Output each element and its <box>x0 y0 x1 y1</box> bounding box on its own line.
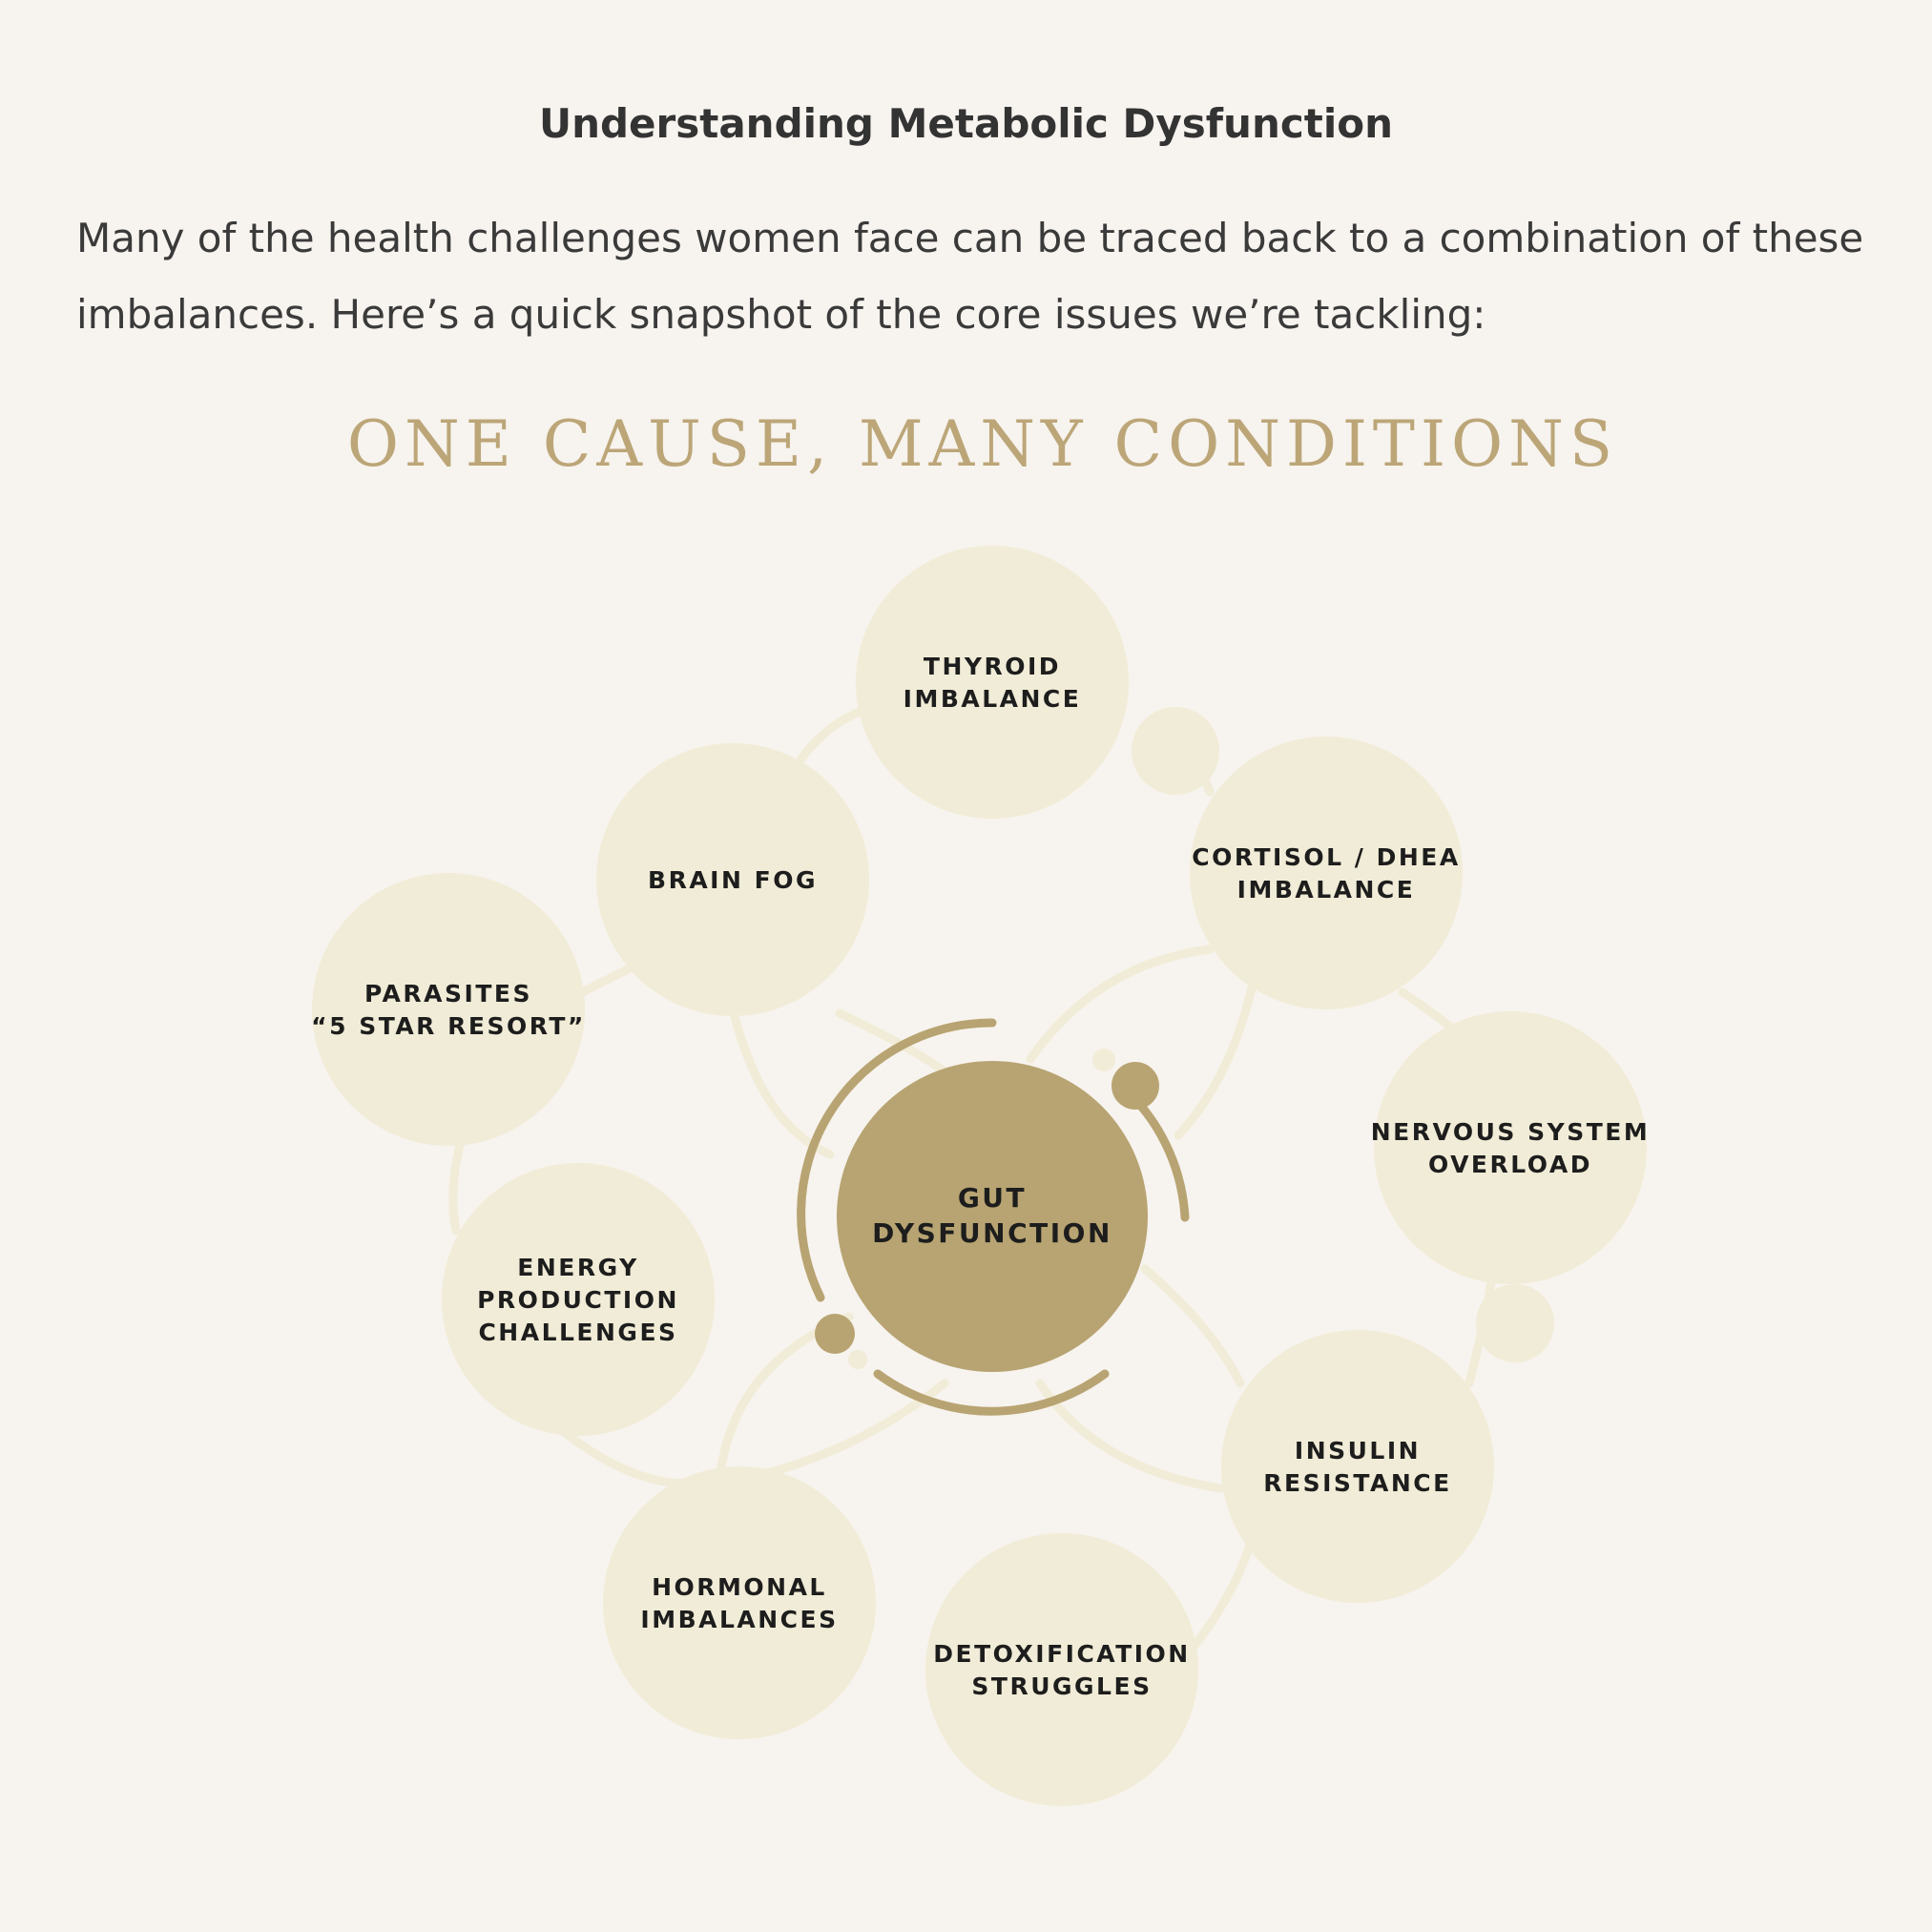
center-label-line-2: DYSFUNCTION <box>872 1217 1112 1249</box>
node-hormonal <box>603 1466 876 1739</box>
connector-line <box>1145 1269 1240 1383</box>
node-circle <box>603 1466 876 1739</box>
section-heading: Understanding Metabolic Dysfunction <box>538 100 1393 147</box>
node-energy <box>442 1163 715 1436</box>
center-label-line-1: GUT <box>957 1182 1028 1214</box>
node-label: RESISTANCE <box>1263 1469 1452 1497</box>
node-brainfog <box>596 743 869 1016</box>
node-detox <box>925 1533 1198 1806</box>
node-insulin <box>1221 1330 1494 1603</box>
node-label: CORTISOL / DHEA <box>1192 843 1461 871</box>
node-label: BRAIN FOG <box>648 866 818 894</box>
center-circle <box>837 1061 1148 1372</box>
node-label: IMBALANCE <box>1236 876 1416 904</box>
connector-line <box>563 1431 687 1484</box>
node-label: PARASITES <box>364 980 532 1008</box>
node-label: IMBALANCE <box>903 685 1082 713</box>
node-circle <box>312 873 585 1146</box>
node-label: NERVOUS SYSTEM <box>1370 1118 1651 1146</box>
decorative-dot <box>1132 707 1219 795</box>
orbit-dot-large-left <box>815 1314 855 1354</box>
orbit-dot-small-right <box>1092 1049 1115 1071</box>
connector-line <box>453 1145 460 1231</box>
connector-line <box>1030 949 1210 1059</box>
node-label: IMBALANCES <box>640 1606 839 1633</box>
node-label: STRUGGLES <box>971 1672 1153 1700</box>
node-circle <box>1221 1330 1494 1603</box>
center-node <box>801 1023 1185 1411</box>
node-label: OVERLOAD <box>1428 1151 1592 1178</box>
connector-line <box>582 968 630 992</box>
node-circle <box>925 1533 1198 1806</box>
node-label: HORMONAL <box>652 1573 827 1601</box>
node-circle <box>1374 1011 1647 1284</box>
node-label: DETOXIFICATION <box>933 1640 1191 1668</box>
intro-paragraph: Many of the health challenges women face can be traced back to a combination of these imbalances. Here’s a quick snapshot of the core issues we’re tackling: <box>76 215 1864 338</box>
connector-line <box>801 708 870 758</box>
node-label: “5 STAR RESORT” <box>311 1012 586 1040</box>
node-label: INSULIN <box>1294 1437 1422 1465</box>
node-label: THYROID <box>923 653 1062 680</box>
node-label: CHALLENGES <box>478 1319 678 1346</box>
node-label: ENERGY <box>517 1254 639 1281</box>
node-parasites <box>311 873 586 1146</box>
orbit-dot-large-right <box>1111 1062 1159 1110</box>
node-nervous <box>1371 1011 1651 1284</box>
node-thyroid <box>856 546 1129 819</box>
node-circle <box>1190 737 1463 1009</box>
connector-line <box>1402 992 1455 1030</box>
diagram-title: ONE CAUSE, MANY CONDITIONS <box>346 407 1619 481</box>
node-cortisol <box>1190 737 1463 1009</box>
node-circle <box>856 546 1129 819</box>
node-label: PRODUCTION <box>477 1286 679 1314</box>
orbit-dot-small-left <box>848 1350 867 1369</box>
decorative-dot <box>1476 1284 1554 1362</box>
